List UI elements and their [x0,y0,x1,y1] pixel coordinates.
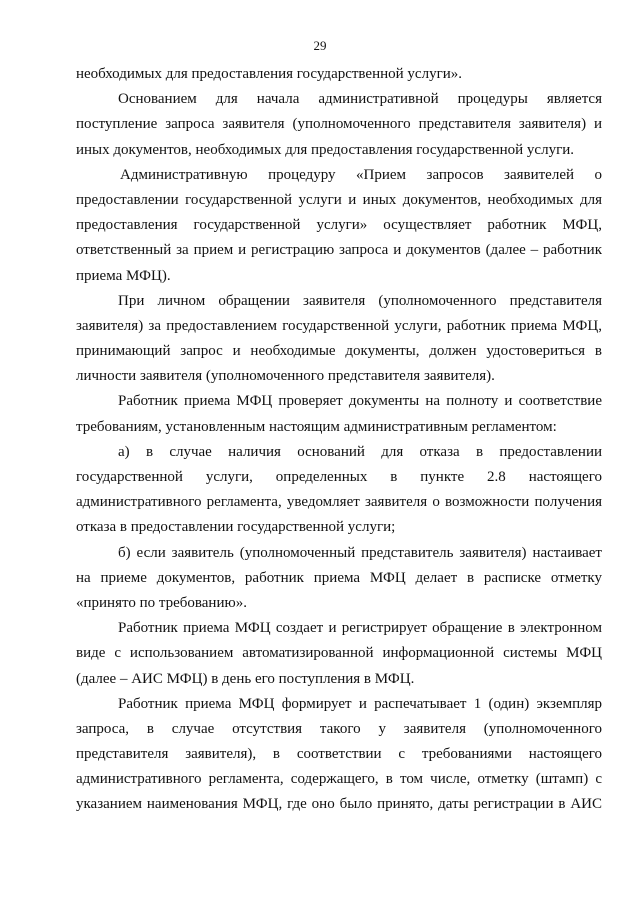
paragraph [76,87,602,163]
text-line: Работник приема МФЦ проверяет документы на полноту и соответствие [118,393,602,410]
text-line: «принято по требованию». [76,594,247,611]
document-body [76,62,602,818]
text-line: заявителя) за предоставлением государственной услуги, работник приема МФЦ, [76,317,602,334]
text-line: Работник приема МФЦ формирует и распечатывает 1 (один) экземпляр [118,695,602,712]
text-line: указанием наименования МФЦ, где оно было принято, даты регистрации в АИС [76,796,602,813]
text-line: личности заявителя (уполномоченного представителя заявителя). [76,368,495,385]
text-line: представителя заявителя), в соответствии с требованиями настоящего [76,746,602,763]
paragraph [76,389,602,439]
text-line: виде с использованием автоматизированной информационной системы МФЦ [76,645,602,662]
text-line: приема МФЦ). [76,267,171,284]
text-line: административного регламента, уведомляет заявителя о возможности получения [76,494,602,511]
text-line: (далее – АИС МФЦ) в день его поступления в МФЦ. [76,670,415,687]
text-line: б) если заявитель (уполномоченный представитель заявителя) настаивает [118,544,602,561]
text-line: а) в случае наличия оснований для отказа в предоставлении [118,443,602,460]
paragraph [76,440,602,541]
text-line: принимающий запрос и необходимые документы, должен удостовериться в [76,343,602,360]
paragraph [76,289,602,390]
text-line: административного регламента, содержащего, в том числе, отметку (штамп) с [76,771,602,788]
paragraph [76,62,602,87]
text-line: запроса, в случае отсутствия такого у заявителя (уполномоченного [76,720,602,737]
paragraph [76,616,602,692]
paragraph [76,541,602,617]
page-number: 29 [313,38,327,53]
text-line: иных документов, необходимых для предоставления государственной услуги. [76,141,575,158]
text-line: Основанием для начала административной процедуры является [118,91,602,108]
text-line: на приеме документов, работник приема МФЦ делает в расписке отметку [76,569,602,586]
text-line: поступление запроса заявителя (уполномоченного представителя заявителя) и [76,116,602,133]
text-line: предоставлении государственной услуги и иных документов, необходимых для [76,191,602,208]
text-line: предоставления государственной услуги» осуществляет работник МФЦ, [76,217,602,234]
text-line: ответственный за прием и регистрацию запроса и документов (далее – работник [76,242,602,259]
text-line: Работник приема МФЦ создает и регистрирует обращение в электронном [118,620,602,637]
text-line: государственной услуги, определенных в пункте 2.8 настоящего [76,469,602,485]
text-line: требованиям, установленным настоящим административным регламентом: [76,418,557,435]
paragraph [76,163,602,289]
text-line: необходимых для предоставления государственной услуги». [76,66,462,82]
text-line: отказа в предоставлении государственной услуги; [76,519,396,536]
paragraph [76,692,602,818]
text-line: Административную процедуру «Прием запросов заявителей о [120,166,602,183]
text-line: При личном обращении заявителя (уполномоченного представителя [118,292,602,309]
